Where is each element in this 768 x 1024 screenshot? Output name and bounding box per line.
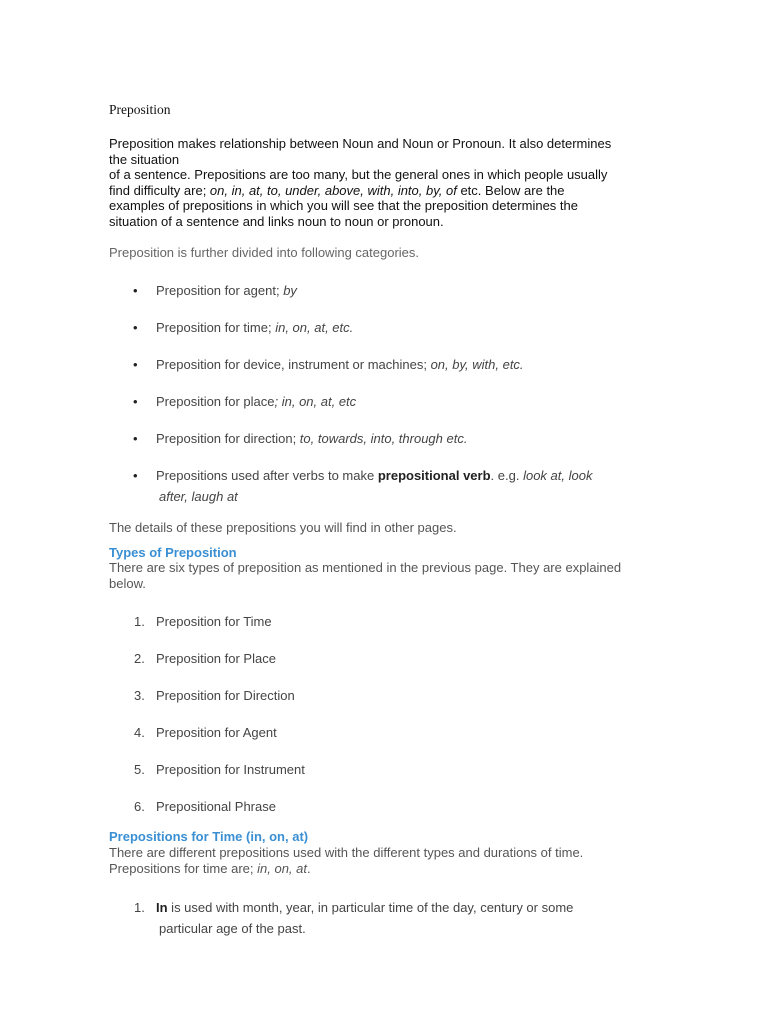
item-examples: look at, look [523,468,593,483]
item-text: Preposition for time; [156,320,276,335]
time-list [128,897,688,955]
list-item [128,391,688,412]
item-text: Prepositional Phrase [156,799,276,814]
bullet-icon: • [133,320,138,335]
time-description [109,845,649,876]
intro-paragraph [109,136,669,229]
intro-line: of a sentence. Prepositions are too many, but the general ones in which people usually [109,167,608,182]
item-text: Preposition for Place [156,651,276,666]
item-text: Prepositions used after verbs to make [156,468,378,483]
intro-line [109,183,669,199]
list-item [128,722,688,743]
list-item [128,428,688,449]
list-item [128,685,688,706]
time-heading: Prepositions for Time (in, on, at) [109,829,309,844]
time-description-line: There are different prepositions used with the different types and durations of time. [109,845,584,860]
item-examples: by [283,283,297,298]
list-item [128,280,688,301]
item-examples: in, on, at, etc. [275,320,354,335]
item-examples: ; in, on, at, etc [274,394,357,409]
bullet-icon: • [133,357,138,372]
item-text: is used with month, year, in particular time of the day, century or some [167,900,574,915]
list-item [128,897,688,939]
item-text: particular age of the past. [159,921,306,936]
categories-intro: Preposition is further divided into following categories. [109,245,420,260]
item-number: 3. [134,688,145,703]
list-item [128,796,688,817]
page-title: Preposition [109,102,171,117]
item-text: Preposition for agent; [156,283,284,298]
types-description: There are six types of preposition as mentioned in the previous page. They are explained below. [109,560,622,591]
types-heading: Types of Preposition [109,545,237,560]
bullet-icon: • [133,468,138,483]
item-number: 1. [134,900,145,915]
item-text: Preposition for Direction [156,688,295,703]
list-item [128,354,688,375]
item-examples: on, by, with, etc. [430,357,524,372]
time-text: . [307,860,311,876]
intro-line: Preposition makes relationship between Noun and Noun or Pronoun. It also determines [109,136,612,151]
categories-list [128,280,688,523]
item-text: . e.g. [490,468,524,483]
item-text: Preposition for Agent [156,725,277,740]
item-examples: to, towards, into, through etc. [299,431,468,446]
item-number: 1. [134,614,145,629]
item-number: 5. [134,762,145,777]
item-number: 4. [134,725,145,740]
item-text: Preposition for Time [156,614,272,629]
intro-line: the situation [109,151,180,167]
time-examples: in, on, at [257,860,307,876]
item-text: Preposition for device, instrument or machines; [156,357,431,372]
item-text: Preposition for place [156,394,275,409]
item-text: Preposition for Instrument [156,762,305,777]
item-text: Preposition for direction; [156,431,300,446]
time-description-line [109,861,649,877]
bullet-icon: • [133,394,138,409]
types-list [128,611,688,833]
list-item [128,759,688,780]
intro-text: etc. Below are the [456,182,565,198]
list-item [128,317,688,338]
item-examples: after, laugh at [159,489,238,504]
details-note: The details of these prepositions you will find in other pages. [109,520,457,535]
item-number: 6. [134,799,145,814]
intro-line: situation of a sentence and links noun to noun or pronoun. [109,213,444,229]
intro-example-prepositions: on, in, at, to, under, above, with, into, by, of [209,182,457,198]
list-item [128,648,688,669]
bullet-icon: • [133,431,138,446]
intro-text: find difficulty are; [109,182,210,198]
list-item [128,611,688,632]
time-text: Prepositions for time are; [109,860,258,876]
intro-line: examples of prepositions in which you will see that the preposition determines the [109,198,578,213]
list-item [128,465,688,507]
item-bold-term: prepositional verb [377,468,491,483]
bullet-icon: • [133,283,138,298]
item-bold-term: In [156,900,168,915]
item-number: 2. [134,651,145,666]
